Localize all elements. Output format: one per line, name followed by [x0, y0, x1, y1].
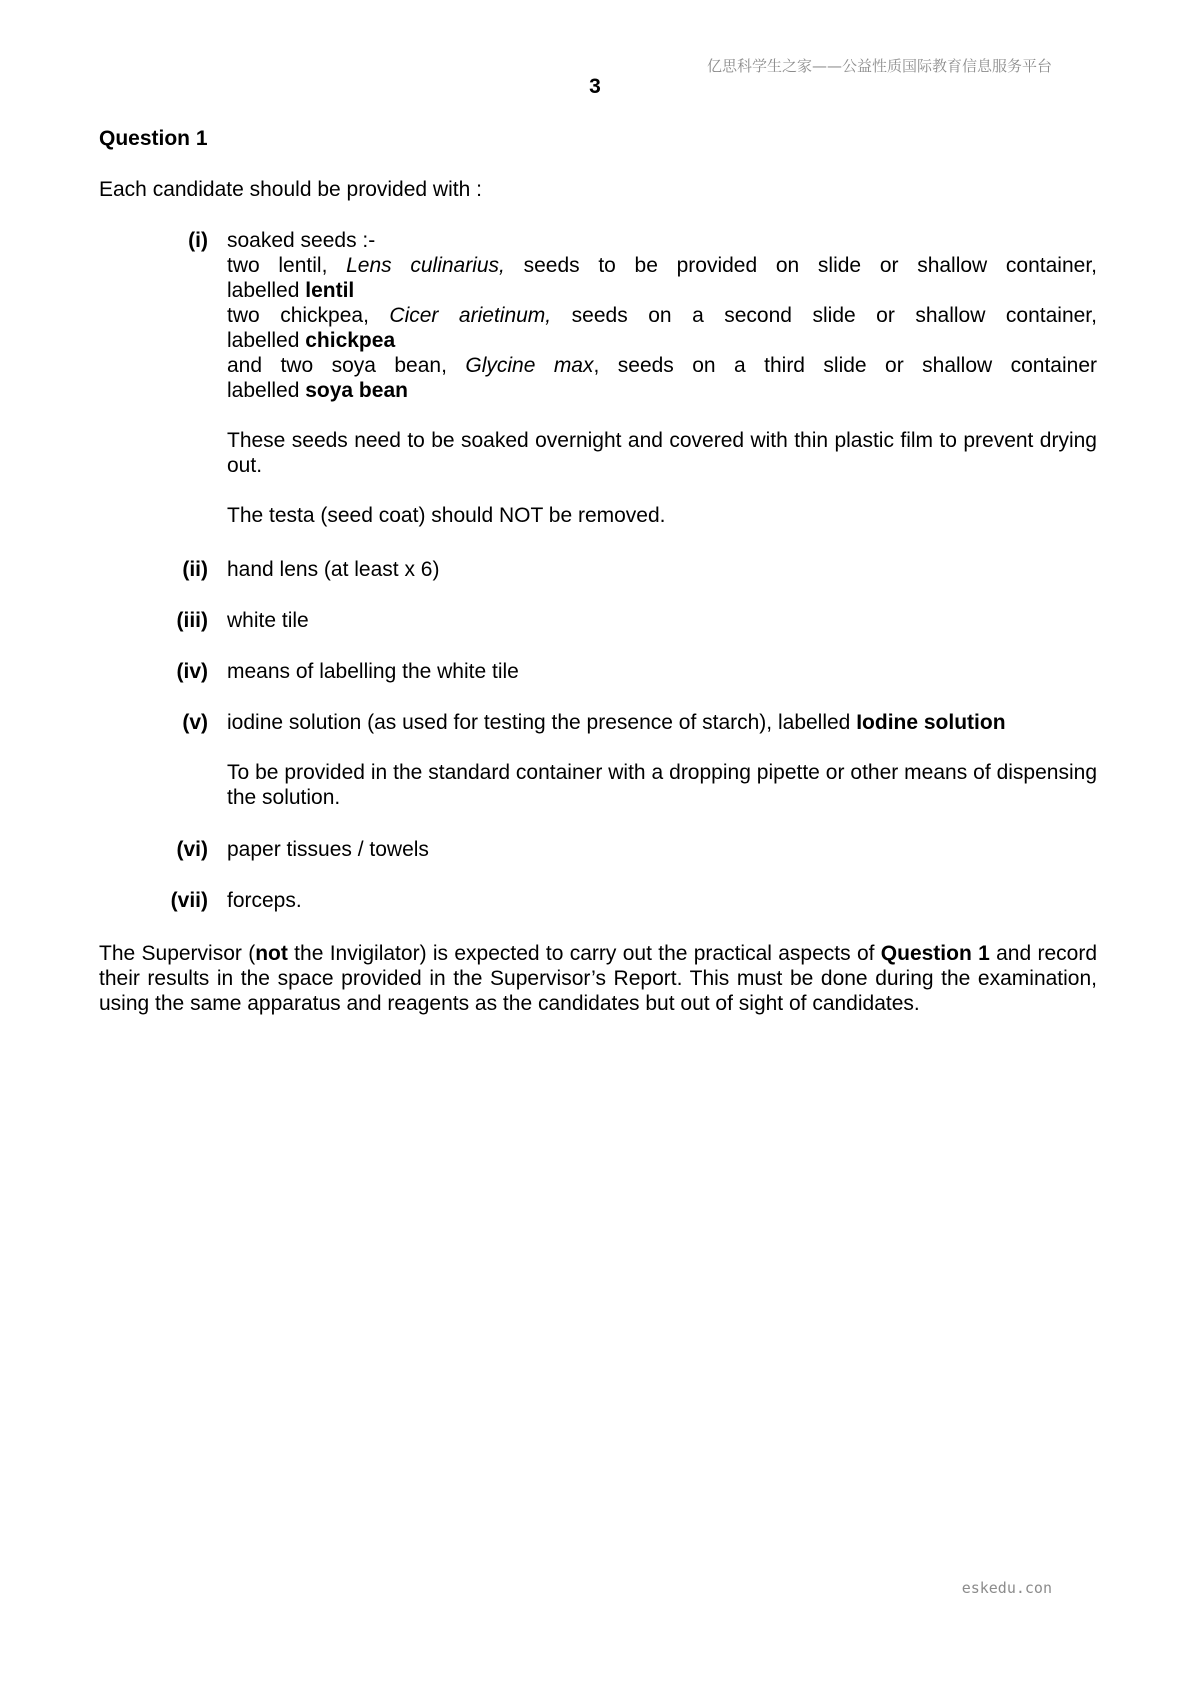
- lentil-pre: two lentil,: [227, 254, 347, 277]
- item-label: (iii): [176, 609, 208, 632]
- lentil-line: [227, 253, 1097, 278]
- chickpea-pre: two chickpea,: [227, 304, 390, 327]
- item-text: means of labelling the white tile: [227, 660, 519, 683]
- soya-label-line: [227, 378, 1097, 403]
- soya-line: [227, 353, 1097, 378]
- soya-labelled: labelled: [227, 379, 306, 402]
- item-label: (v): [182, 711, 208, 734]
- chickpea-line: [227, 303, 1097, 328]
- item-body: [227, 228, 1097, 528]
- soaked-seeds-line: soaked seeds :-: [227, 229, 376, 252]
- soya-species: Glycine max: [465, 354, 594, 377]
- item-label: (i): [188, 229, 208, 252]
- soya-post: , seeds on a third slide or shallow container: [593, 354, 1098, 377]
- lentil-species: Lens culinarius,: [346, 254, 505, 277]
- closing-not: not: [255, 942, 288, 965]
- item-label: (vi): [176, 838, 208, 861]
- item-text: white tile: [227, 609, 309, 632]
- item-text: paper tissues / towels: [227, 838, 429, 861]
- iodine-name: Iodine solution: [856, 711, 1006, 734]
- item-text: hand lens (at least x 6): [227, 558, 440, 581]
- item-label: (vii): [170, 889, 208, 912]
- closing-part3: and record their results in the space provided in the Supervisor’s Report. This must be done during the examination, using the same apparatus and reagents as the candidates but out of sight of candidates.: [99, 942, 1097, 1015]
- testa-note: The testa (seed coat) should NOT be removed.: [227, 504, 666, 527]
- chickpea-labelled: labelled: [227, 329, 306, 352]
- chickpea-label-line: [227, 328, 1097, 353]
- chickpea-post: seeds on a second slide or shallow container,: [551, 304, 1097, 327]
- watermark-top: 亿思科学生之家——公益性质国际教育信息服务平台: [706, 57, 1052, 75]
- intro-text: Each candidate should be provided with :: [99, 178, 482, 201]
- item-body: [227, 710, 1097, 810]
- item-label: (ii): [182, 558, 208, 581]
- closing-paragraph: [99, 941, 1097, 1016]
- chickpea-name: chickpea: [305, 329, 396, 352]
- closing-part1: The Supervisor (: [99, 942, 256, 965]
- closing-part2: the Invigilator) is expected to carry out the practical aspects of: [287, 942, 881, 965]
- lentil-name: lentil: [305, 279, 355, 302]
- soya-pre: and two soya bean,: [227, 354, 466, 377]
- lentil-label-line: [227, 278, 1097, 303]
- item-text: forceps.: [227, 889, 302, 912]
- question-heading: Question 1: [99, 127, 208, 150]
- chickpea-species: Cicer arietinum,: [389, 304, 552, 327]
- iodine-line: [227, 710, 1097, 735]
- iodine-note: To be provided in the standard container with a dropping pipette or other means of dispensing the solution.: [227, 761, 1097, 809]
- watermark-bottom: eskedu.con: [961, 1579, 1052, 1597]
- item-label: (iv): [176, 660, 208, 683]
- lentil-post: seeds to be provided on slide or shallow container,: [504, 254, 1097, 277]
- closing-question: Question 1: [880, 942, 990, 965]
- lentil-labelled: labelled: [227, 279, 306, 302]
- soak-note: These seeds need to be soaked overnight and covered with thin plastic film to prevent drying out.: [227, 429, 1097, 477]
- soya-name: soya bean: [305, 379, 408, 402]
- page-number: 3: [589, 75, 601, 98]
- iodine-text: iodine solution (as used for testing the presence of starch), labelled: [227, 711, 857, 734]
